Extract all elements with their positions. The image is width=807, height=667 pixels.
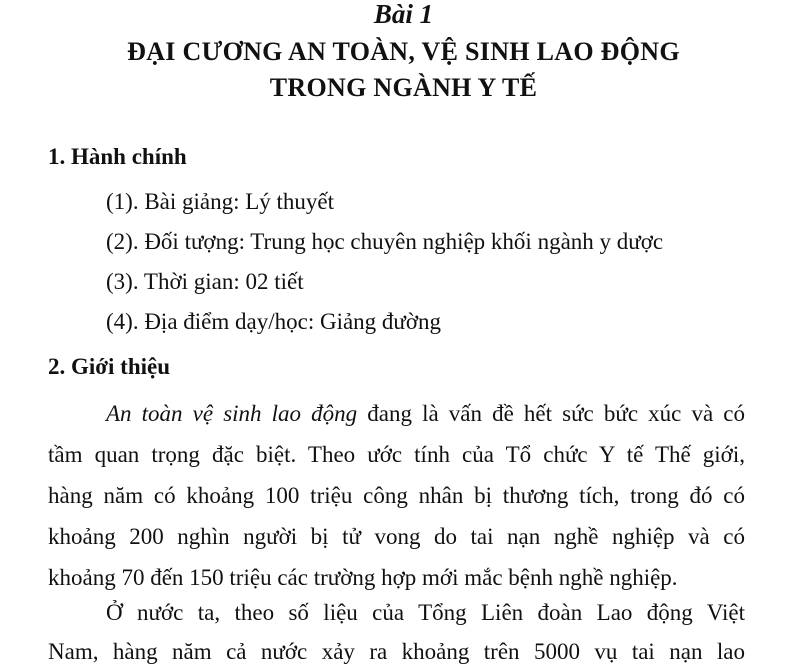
intro-paragraph-1-line-3: hàng năm có khoảng 100 triệu công nhân bị thương tích, trong đó có	[48, 483, 745, 508]
intro-paragraph-1-line-2: tầm quan trọng đặc biệt. Theo ước tính của Tổ chức Y tế Thế giới,	[48, 442, 745, 467]
intro-italic-lead: An toàn vệ sinh lao động	[106, 401, 358, 426]
intro-paragraph-1-line-1	[106, 399, 745, 429]
lesson-label: Bài 1	[373, 0, 434, 29]
admin-item-lecture-type: (1). Bài giảng: Lý thuyết	[106, 189, 335, 214]
document-title-line-2: TRONG NGÀNH Y TẾ	[269, 73, 538, 102]
admin-item-duration: (3). Thời gian: 02 tiết	[106, 269, 304, 294]
admin-item-location: (4). Địa điểm dạy/học: Giảng đường	[106, 309, 442, 334]
section-heading-administration: 1. Hành chính	[48, 144, 187, 169]
intro-paragraph-1-line-5: khoảng 70 đến 150 triệu các trường hợp mới mắc bệnh nghề nghiệp.	[48, 565, 678, 590]
intro-paragraph-1-line-4: khoảng 200 nghìn người bị tử vong do tai nạn nghề nghiệp và có	[48, 524, 745, 549]
section-heading-introduction: 2. Giới thiệu	[48, 354, 170, 379]
intro-line-1-rest: đang là vấn đề hết sức bức xúc và có	[357, 401, 745, 426]
intro-paragraph-2-line-1: Ở nước ta, theo số liệu của Tổng Liên đoàn Lao động Việt	[106, 600, 745, 625]
intro-paragraph-2-line-2: Nam, hàng năm cả nước xảy ra khoảng trên 5000 vụ tai nạn lao	[48, 639, 745, 664]
document-title-line-1: ĐẠI CƯƠNG AN TOÀN, VỆ SINH LAO ĐỘNG	[127, 37, 680, 66]
admin-item-audience: (2). Đối tượng: Trung học chuyên nghiệp khối ngành y dược	[106, 229, 664, 254]
